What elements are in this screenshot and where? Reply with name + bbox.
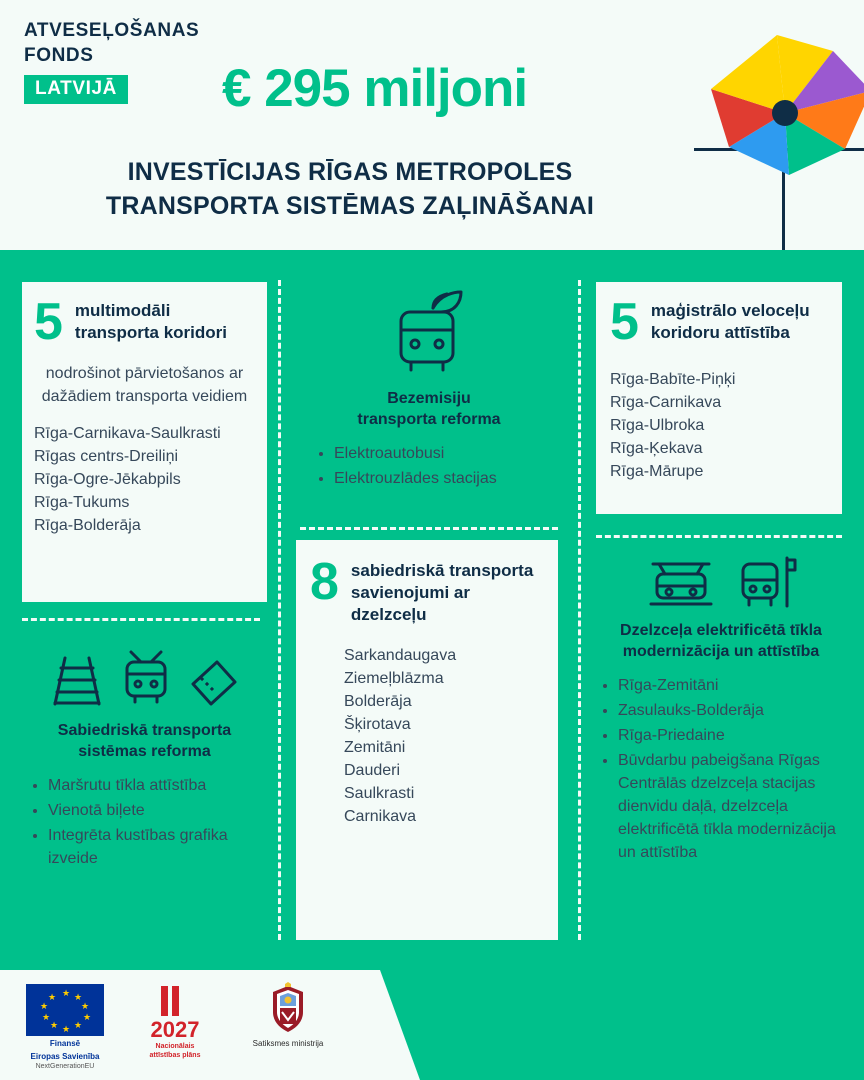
rail-electrification-list (596, 674, 846, 864)
content-area (0, 250, 864, 970)
divider-col2-rows (300, 527, 558, 530)
corridors-item: Rīga-Carnikava-Saulkrasti (34, 425, 221, 442)
footer-ministry (238, 982, 338, 1049)
list-item: • Vienotā biļete (48, 799, 267, 822)
card-multimodal-corridors (22, 282, 267, 602)
rail-connection-item: Dauderi (344, 762, 401, 779)
brand-line-2: FONDS (24, 45, 94, 66)
footer-shape (0, 970, 864, 1080)
list-item: • Zasulauks-Bolderāja (618, 699, 846, 722)
nap-year: 2027 (150, 1017, 200, 1042)
rail-connection-item: Ziemeļblāzma (344, 670, 444, 687)
zero-emission-heading-line1: Bezemisiju (387, 390, 471, 407)
ministry-caption: Satiksmes ministrija (252, 1039, 324, 1048)
bike-corridor-item: Rīga-Ulbroka (610, 417, 705, 434)
rail-connection-item: Saulkrasti (344, 785, 415, 802)
divider-col1-col2 (278, 280, 281, 940)
rail-connections-heading: sabiedriskā transporta savienojumi ar dzelzceļu (350, 561, 534, 624)
bike-corridor-item: Rīga-Mārupe (610, 463, 704, 480)
eu-caption-2: Eiropas Savienība (30, 1052, 100, 1061)
brand-badge-latvija: LATVIJĀ (24, 75, 128, 104)
block-zero-emission (300, 288, 558, 492)
rail-connection-item: Sarkandaugava (344, 647, 457, 664)
nap-caption-2: attīstības plāns (149, 1052, 201, 1059)
ticket-icon (187, 654, 241, 710)
electric-bus-icon (389, 288, 469, 380)
rail-track-icon (49, 652, 105, 710)
bike-corridors-number: 5 (610, 293, 639, 351)
list-item: • Maršrutu tīkla attīstība (48, 774, 267, 797)
footer-eu (22, 984, 108, 1071)
zero-emission-heading (300, 388, 558, 430)
list-item: • Rīga-Priedaine (618, 724, 846, 747)
corridors-item: Rīga-Tukums (34, 494, 130, 511)
zero-emission-heading-line2: transporta reforma (357, 411, 501, 428)
trolleybus-icon (119, 650, 173, 710)
divider-col3-rows (596, 535, 842, 538)
subtitle-line-1: INVESTĪCIJAS RĪGAS METROPOLES (127, 158, 573, 186)
nap-caption-1: Nacionālais (155, 1043, 195, 1050)
rail-connection-item: Bolderāja (344, 693, 412, 710)
block-rail-electrification (596, 550, 846, 866)
rail-connection-item: Šķirotava (344, 716, 411, 733)
rail-connection-item: Carnikava (344, 808, 417, 825)
corridors-item: Rīga-Ogre-Jēkabpils (34, 471, 181, 488)
public-transport-reform-heading: Sabiedriskā transporta sistēmas reforma (57, 722, 232, 760)
header (0, 0, 864, 250)
subtitle-line-2: TRANSPORTA SISTĒMAS ZAĻINĀŠANAI (105, 192, 595, 220)
nap-2027-icon (147, 984, 203, 1018)
pinwheel-icon (690, 18, 864, 208)
list-item: • Integrēta kustības grafika izveide (48, 824, 267, 870)
headline-amount: € 295 miljoni (222, 59, 528, 118)
corridors-item: Rīgas centrs-Dreiliņi (34, 448, 179, 465)
list-item: • Elektrouzlādes stacijas (334, 467, 558, 490)
corridors-heading: multimodāli transporta koridori (74, 301, 228, 342)
divider-col1-rows (22, 618, 260, 621)
brand-line-1: ATVESEĻOŠANAS (24, 20, 200, 41)
corridors-number: 5 (34, 293, 63, 351)
rail-connection-item: Zemitāni (344, 739, 406, 756)
list-item: • Elektroautobusi (334, 442, 558, 465)
corridors-description: nodrošinot pārvietošanos ar dažādiem transporta veidiem (41, 365, 248, 405)
public-transport-reform-list (22, 774, 267, 870)
eu-caption-1: Finansē (49, 1039, 81, 1048)
corridors-item: Rīga-Bolderāja (34, 517, 141, 534)
rail-electrification-icons (596, 550, 846, 612)
bike-corridors-heading: maģistrālo veloceļu koridoru attīstība (650, 301, 810, 342)
rail-connections-number: 8 (310, 553, 339, 611)
train-station-icon (733, 552, 799, 612)
divider-col2-col3 (578, 280, 581, 940)
train-icon (643, 554, 719, 612)
card-rail-connections (296, 540, 558, 940)
bike-corridor-item: Rīga-Babīte-Piņķi (610, 371, 736, 388)
footer (0, 970, 864, 1080)
public-transport-icons (22, 640, 267, 710)
latvia-coat-of-arms-icon (259, 982, 317, 1036)
bike-corridor-item: Rīga-Carnikava (610, 394, 722, 411)
pinwheel-hub (772, 100, 798, 126)
footer-nap (132, 984, 218, 1060)
block-public-transport-reform (22, 640, 267, 872)
eu-flag-icon: ★ ★ ★ ★ ★ ★ ★ ★ ★ ★ (26, 984, 104, 1036)
zero-emission-list (300, 442, 558, 490)
eu-caption-3: NextGenerationEU (35, 1063, 95, 1070)
page-subtitle (0, 155, 700, 223)
bike-corridor-item: Rīga-Ķekava (610, 440, 703, 457)
list-item: • Rīga-Zemitāni (618, 674, 846, 697)
list-item: • Būvdarbu pabeigšana Rīgas Centrālās dzelzceļa stacijas dienvidu daļā, dzelzceļa elektrificētā tīkla modernizācija un attīstība (618, 749, 846, 864)
card-bike-corridors (596, 282, 842, 514)
rail-electrification-heading: Dzelzceļa elektrificētā tīkla modernizācija un attīstība (620, 622, 822, 660)
